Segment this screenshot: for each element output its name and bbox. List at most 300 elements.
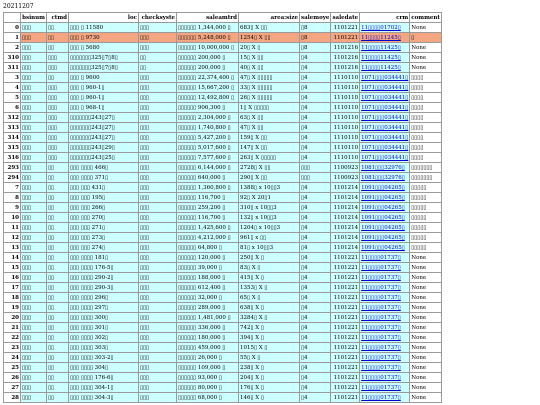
row-index-cell: 6	[4, 103, 21, 113]
checksyste-cell: ▯▯▯	[139, 183, 177, 193]
crm-link[interactable]: 1071▯▯▯034441▯	[361, 134, 409, 141]
bsinum-cell: ▯▯▯	[21, 33, 47, 43]
table-row[interactable]	[4, 363, 442, 373]
row-index-cell: 13	[4, 243, 21, 253]
crm-link[interactable]: 1081▯▯▯32976▯	[360, 173, 410, 183]
area-size-cell: 33▯ X ▯▯▯▯▯	[239, 83, 300, 93]
table-row[interactable]	[4, 283, 442, 293]
row-index-cell: 312	[4, 113, 21, 123]
loc-cell: ▯▯▯ ▯▯▯▯ 466▯	[69, 163, 139, 173]
crm-link[interactable]: 1071▯▯▯034441▯	[361, 94, 409, 101]
salemoye-cell: ▯4	[300, 293, 331, 303]
crm-link[interactable]: 11▯▯▯▯01737▯	[360, 393, 410, 403]
ctmd-cell: ▯▯	[47, 353, 69, 363]
table-row[interactable]	[4, 43, 442, 53]
table-row[interactable]	[4, 233, 442, 243]
salemoye-cell: ▯4	[300, 373, 331, 383]
salemoye-cell: ▯4	[300, 343, 331, 353]
bsinum-cell: ▯▯▯	[21, 183, 47, 193]
salemoye-cell: ▯8	[300, 43, 331, 53]
crm-link[interactable]: 1091▯▯▯04265▯	[360, 203, 410, 213]
ctmd-cell: ▯▯▯	[47, 83, 69, 93]
area-size-cell: 147▯ X ▯▯	[239, 143, 300, 153]
checksyste-cell: ▯▯	[139, 53, 177, 63]
row-index-cell: 14	[4, 253, 21, 263]
row-index-cell: 20	[4, 313, 21, 323]
table-row[interactable]	[4, 353, 442, 363]
saleamtrd-cell: ▯▯▯▯▯▯ 93,000 ▯	[177, 373, 239, 383]
salemoye-cell: ▯4	[300, 213, 331, 223]
ctmd-cell: ▯▯	[47, 233, 69, 243]
salemoye-cell: ▯4	[300, 153, 331, 163]
bsinum-cell: ▯▯▯	[21, 223, 47, 233]
ctmd-cell: ▯▯	[47, 43, 69, 53]
column-header-area-size: area:size	[239, 13, 300, 23]
saleamtrd-cell: ▯▯▯▯▯▯ 12,492,800 ▯	[177, 93, 239, 103]
crm-link[interactable]: 11▯▯▯▯11245▯	[360, 33, 410, 43]
loc-cell: ▯▯▯ ▯ 960-1▯	[69, 93, 139, 103]
salemoye-cell: ▯4	[300, 133, 331, 143]
table-row[interactable]	[4, 123, 442, 133]
table-row[interactable]	[4, 373, 442, 383]
saledate-cell: 1101214	[331, 183, 360, 193]
row-index-cell: 10	[4, 213, 21, 223]
area-size-cell: 742▯ X ▯	[239, 323, 300, 333]
crm-link[interactable]: 11▯▯▯▯01737▯	[360, 263, 410, 273]
bsinum-cell: ▯▯▯	[21, 73, 47, 83]
crm-link[interactable]: 11▯▯▯▯01737▯	[360, 343, 410, 353]
bsinum-cell: ▯▯▯	[21, 63, 47, 73]
crm-link[interactable]: 11▯▯▯▯01737▯	[360, 333, 410, 343]
bsinum-cell: ▯▯▯	[21, 203, 47, 213]
table-row[interactable]	[4, 193, 442, 203]
table-row[interactable]	[4, 83, 442, 93]
table-row[interactable]	[4, 23, 442, 33]
bsinum-cell: ▯▯▯	[21, 263, 47, 273]
bsinum-cell: ▯▯▯	[21, 93, 47, 103]
saledate-cell: 1101221	[331, 283, 360, 293]
area-size-cell: 204▯ X ▯	[239, 373, 300, 383]
ctmd-cell: ▯▯	[47, 363, 69, 373]
saledate-cell: 1110110	[331, 133, 360, 143]
checksyste-cell: ▯▯▯	[139, 363, 177, 373]
checksyste-cell: ▯▯▯	[139, 233, 177, 243]
area-size-cell: 15▯ X ▯▯	[239, 53, 300, 63]
table-row[interactable]	[4, 53, 442, 63]
saledate-cell: 1101216	[331, 63, 360, 73]
row-index-cell: 8	[4, 193, 21, 203]
comment-cell: None	[410, 343, 442, 353]
loc-cell: ▯▯▯ ▯ 5680	[69, 43, 139, 53]
row-index-cell: 23	[4, 343, 21, 353]
bsinum-cell: ▯▯▯	[21, 353, 47, 363]
comment-cell: ▯▯▯▯	[410, 113, 442, 123]
bsinum-cell: ▯▯▯	[21, 153, 47, 163]
checksyste-cell: ▯▯▯	[139, 143, 177, 153]
bsinum-cell: ▯▯▯	[21, 83, 47, 93]
checksyste-cell: ▯▯▯	[139, 203, 177, 213]
loc-cell: ▯▯▯▯▯▯▯243▯27▯	[69, 113, 139, 123]
table-row[interactable]	[4, 343, 442, 353]
bsinum-cell: ▯▯▯	[21, 133, 47, 143]
ctmd-cell: ▯▯	[47, 263, 69, 273]
comment-cell: None	[410, 383, 442, 393]
comment-cell: None	[410, 253, 442, 263]
salemoye-cell: ▯4	[300, 143, 331, 153]
saleamtrd-cell: ▯▯▯▯▯▯ 640,000 ▯	[177, 173, 239, 183]
row-index-cell: 21	[4, 323, 21, 333]
bsinum-cell: ▯▯▯	[21, 53, 47, 63]
comment-cell: ▯▯▯▯▯	[410, 243, 442, 253]
crm-link[interactable]: 1071▯▯▯034441▯	[361, 84, 409, 91]
area-size-cell: 683▯ X ▯▯	[239, 23, 300, 33]
area-size-cell: 81▯ x 10▯▯3	[239, 243, 300, 253]
column-header-index	[4, 13, 21, 23]
saleamtrd-cell: ▯▯▯▯▯▯ 2,304,000 ▯	[177, 113, 239, 123]
table-row[interactable]	[4, 33, 442, 43]
comment-cell: ▯▯▯▯	[410, 83, 442, 93]
table-row[interactable]	[4, 103, 442, 113]
table-row[interactable]	[4, 313, 442, 323]
comment-cell: None	[410, 263, 442, 273]
ctmd-cell: ▯▯	[47, 33, 69, 43]
comment-cell: ▯▯▯▯▯	[410, 183, 442, 193]
ctmd-cell: ▯▯	[47, 253, 69, 263]
ctmd-cell: ▯▯▯	[47, 153, 69, 163]
saledate-cell: 1101214	[331, 213, 360, 223]
salemoye-cell: ▯4	[300, 183, 331, 193]
area-size-cell: 92▯ X 20▯1	[239, 193, 300, 203]
loc-cell: ▯▯▯ ▯▯▯▯ 301▯	[69, 323, 139, 333]
column-header-bsinum: bsinum	[22, 14, 45, 21]
ctmd-cell: ▯▯▯	[47, 123, 69, 133]
column-header-checksyste: checksyste	[139, 13, 177, 23]
saledate-cell: 1101216	[331, 53, 360, 63]
bsinum-cell: ▯▯▯	[21, 393, 47, 403]
checksyste-cell: ▯▯▯	[139, 213, 177, 223]
checksyste-cell: ▯▯▯	[139, 383, 177, 393]
saledate-cell: 1101221	[331, 353, 360, 363]
saledate-cell: 1110110	[331, 93, 360, 103]
salemoye-cell: ▯4	[300, 223, 331, 233]
table-row[interactable]	[4, 273, 442, 283]
comment-cell: ▯▯▯▯	[410, 103, 442, 113]
loc-cell: ▯▯▯ ▯▯▯▯ 304-3▯	[69, 393, 139, 403]
area-size-cell: 159▯ X ▯▯	[239, 133, 300, 143]
salemoye-cell: ▯8	[300, 33, 331, 43]
loc-cell: ▯▯▯▯▯▯▯243▯25▯	[69, 153, 139, 163]
loc-cell: ▯▯▯ ▯▯▯▯ 303▯	[69, 343, 139, 353]
row-index-cell: 7	[4, 183, 21, 193]
bsinum-cell: ▯▯▯	[21, 173, 47, 183]
saledate-cell: 1101221	[331, 333, 360, 343]
saledate-cell: 1101214	[331, 203, 360, 213]
saledate-cell: 1100923	[331, 173, 360, 183]
loc-cell: ▯▯▯ ▯▯▯ 273▯	[69, 233, 139, 243]
checksyste-cell: ▯▯▯	[139, 73, 177, 83]
loc-cell: ▯▯▯ ▯▯▯▯ 303-2▯	[69, 353, 139, 363]
ctmd-cell: ▯▯▯	[47, 103, 69, 113]
bsinum-cell: ▯▯▯	[21, 233, 47, 243]
checksyste-cell: ▯▯▯	[139, 393, 177, 403]
crm-link[interactable]: 1091▯▯▯04265▯	[360, 213, 410, 223]
salemoye-cell: ▯4	[300, 273, 331, 283]
table-row[interactable]	[4, 73, 442, 83]
area-size-cell: 263▯ X ▯▯▯▯▯	[239, 153, 300, 163]
loc-cell: ▯▯▯ ▯▯▯▯ 297▯	[69, 303, 139, 313]
table-row[interactable]	[4, 253, 442, 263]
comment-cell: ▯▯▯▯▯▯▯	[410, 173, 442, 183]
crm-link[interactable]: 11▯▯▯▯11425▯	[360, 53, 410, 63]
comment-cell: None	[410, 333, 442, 343]
crm-link[interactable]: 11▯▯▯▯01737▯	[360, 353, 410, 363]
column-header-loc: loc	[69, 13, 139, 23]
comment-cell: None	[410, 313, 442, 323]
comment-cell: None	[410, 363, 442, 373]
row-index-cell: 311	[4, 63, 21, 73]
table-row[interactable]	[4, 183, 442, 193]
saleamtrd-cell: ▯▯▯▯▯▯ 289,000 ▯	[177, 303, 239, 313]
area-size-cell: 63▯ X ▯▯	[239, 113, 300, 123]
row-index-cell: 27	[4, 383, 21, 393]
column-header-ctmd: ctmd	[47, 13, 69, 23]
table-row[interactable]	[4, 163, 442, 173]
area-size-cell: 961▯ x ▯▯	[239, 233, 300, 243]
ctmd-cell: ▯▯	[47, 193, 69, 203]
comment-cell: None	[410, 373, 442, 383]
row-index-cell: 4	[4, 83, 21, 93]
saleamtrd-cell: ▯▯▯▯▯▯ 116,700 ▯	[177, 193, 239, 203]
crm-link[interactable]: 1091▯▯▯04265▯	[360, 223, 410, 233]
ctmd-cell: ▯▯	[47, 213, 69, 223]
table-row[interactable]	[4, 173, 442, 183]
ctmd-cell: ▯▯	[47, 163, 69, 173]
saleamtrd-cell: ▯▯▯▯▯▯ 612,400 ▯	[177, 283, 239, 293]
row-index-cell: 9	[4, 203, 21, 213]
crm-link[interactable]: 11▯▯▯▯11425▯	[360, 63, 410, 73]
salemoye-cell: ▯4	[300, 313, 331, 323]
table-row[interactable]	[4, 213, 442, 223]
saleamtrd-cell: ▯▯▯▯▯▯ 5,248,000 ▯	[177, 33, 239, 43]
table-row[interactable]	[4, 153, 442, 163]
saledate-cell: 1110110	[331, 73, 360, 83]
checksyste-cell: ▯▯▯	[139, 283, 177, 293]
comment-cell: ▯▯▯▯	[410, 153, 442, 163]
area-size-cell: 394▯ X ▯	[239, 333, 300, 343]
checksyste-cell: ▯▯▯	[139, 253, 177, 263]
saleamtrd-cell: ▯▯▯▯▯▯ 180,000 ▯	[177, 333, 239, 343]
checksyste-cell: ▯▯▯	[139, 133, 177, 143]
comment-cell: None	[410, 23, 442, 33]
loc-cell: ▯▯▯ ▯ 9600	[69, 73, 139, 83]
salemoye-cell: ▯4	[300, 103, 331, 113]
ctmd-cell: ▯▯	[47, 373, 69, 383]
row-index-cell: 22	[4, 333, 21, 343]
bsinum-cell: ▯▯▯	[21, 283, 47, 293]
checksyste-cell: ▯▯▯	[139, 353, 177, 363]
saledate-cell: 1110110	[331, 123, 360, 133]
checksyste-cell: ▯▯▯	[139, 313, 177, 323]
table-row[interactable]	[4, 203, 442, 213]
ctmd-cell: ▯▯	[47, 283, 69, 293]
crm-link[interactable]: 1091▯▯▯04265▯	[360, 193, 410, 203]
checksyste-cell: ▯▯▯	[139, 373, 177, 383]
loc-cell: ▯▯▯ ▯▯▯▯ 176-5▯	[69, 263, 139, 273]
area-size-cell: 47▯ X ▯▯	[239, 123, 300, 133]
area-size-cell: 1254▯ X ▯▯	[239, 33, 300, 43]
table-row[interactable]	[4, 293, 442, 303]
saleamtrd-cell: ▯▯▯▯▯▯ 4,212,000 ▯	[177, 233, 239, 243]
crm-link[interactable]: 11▯▯▯▯01737▯	[360, 273, 410, 283]
salemoye-cell: ▯4	[300, 123, 331, 133]
saledate-cell: 1101221	[331, 313, 360, 323]
row-index-cell: 18	[4, 293, 21, 303]
crm-link[interactable]: 1071▯▯▯034441▯	[361, 74, 409, 81]
table-row[interactable]	[4, 113, 442, 123]
table-row[interactable]	[4, 93, 442, 103]
checksyste-cell: ▯▯▯	[139, 343, 177, 353]
loc-cell: ▯▯▯ ▯▯▯ 266▯	[69, 203, 139, 213]
crm-link[interactable]: 1071▯▯▯034441▯	[361, 104, 409, 111]
bsinum-cell: ▯▯▯	[21, 343, 47, 353]
ctmd-cell: ▯▯	[47, 243, 69, 253]
area-size-cell: 638▯ X ▯	[239, 303, 300, 313]
loc-cell: ▯▯▯ ▯▯▯ 270▯	[69, 213, 139, 223]
salemoye-cell: ▯4	[300, 233, 331, 243]
salemoye-cell: ▯4	[300, 203, 331, 213]
saleamtrd-cell: ▯▯▯▯▯▯ 906,300 ▯	[177, 103, 239, 113]
bsinum-cell: ▯▯▯	[21, 363, 47, 373]
ctmd-cell: ▯▯	[47, 323, 69, 333]
table-row[interactable]	[4, 263, 442, 273]
crm-link[interactable]: 1091▯▯▯04265▯	[360, 183, 410, 193]
area-size-cell: 146▯ X ▯	[239, 393, 300, 403]
crm-link[interactable]: 11▯▯▯▯01737▯	[360, 323, 410, 333]
saleamtrd-cell: ▯▯▯▯▯▯ 459,000 ▯	[177, 343, 239, 353]
salemoye-cell: ▯▯▯	[300, 163, 331, 173]
saleamtrd-cell: ▯▯▯▯▯▯ 6,144,000 ▯	[177, 163, 239, 173]
salemoye-cell: ▯4	[300, 53, 331, 63]
crm-link[interactable]: 1071▯▯▯034441▯	[361, 114, 409, 121]
salemoye-cell: ▯4	[300, 253, 331, 263]
salemoye-cell: ▯▯▯	[300, 173, 331, 183]
row-index-cell: 12	[4, 233, 21, 243]
table-row[interactable]	[4, 243, 442, 253]
row-index-cell: 313	[4, 123, 21, 133]
comment-cell: ▯▯▯▯▯	[410, 213, 442, 223]
row-index-cell: 293	[4, 163, 21, 173]
saledate-cell: 1110110	[331, 83, 360, 93]
comment-cell: None	[410, 283, 442, 293]
crm-link[interactable]: 11▯▯▯▯01737▯	[360, 253, 410, 263]
checksyste-cell: ▯▯▯	[139, 223, 177, 233]
salemoye-cell: ▯4	[300, 353, 331, 363]
checksyste-cell: ▯▯▯	[139, 263, 177, 273]
salemoye-cell: ▯4	[300, 113, 331, 123]
saledate-cell: 1110110	[331, 113, 360, 123]
crm-link[interactable]: 1071▯▯▯034441▯	[361, 154, 409, 161]
crm-link[interactable]: 11▯▯▯▯01737▯	[360, 303, 410, 313]
saledate-cell: 1101214	[331, 223, 360, 233]
comment-cell: ▯▯▯▯▯	[410, 223, 442, 233]
crm-link[interactable]: 1071▯▯▯034441▯	[361, 124, 409, 131]
saledate-cell: 1101221	[331, 33, 360, 43]
table-row[interactable]	[4, 223, 442, 233]
bsinum-cell: ▯▯▯	[21, 243, 47, 253]
ctmd-cell: ▯▯	[47, 223, 69, 233]
loc-cell: ▯▯▯ ▯▯▯▯ 181▯	[69, 253, 139, 263]
ctmd-cell: ▯▯▯	[47, 133, 69, 143]
checksyste-cell: ▯▯▯	[139, 33, 177, 43]
saleamtrd-cell: ▯▯▯▯▯▯ 109,000 ▯	[177, 363, 239, 373]
crm-link[interactable]: 1091▯▯▯04265▯	[360, 243, 410, 253]
crm-link[interactable]: 11▯▯▯▯11425▯	[360, 43, 410, 53]
table-row[interactable]	[4, 323, 442, 333]
saleamtrd-cell: ▯▯▯▯▯▯ 5,427,200 ▯	[177, 133, 239, 143]
bsinum-cell: ▯▯▯	[21, 143, 47, 153]
table-row[interactable]	[4, 333, 442, 343]
comment-cell: None	[410, 323, 442, 333]
crm-link[interactable]: 11▯▯▯▯01737▯	[360, 283, 410, 293]
salemoye-cell: ▯4	[300, 393, 331, 403]
table-row[interactable]	[4, 393, 442, 403]
comment-cell: ▯▯▯▯	[410, 133, 442, 143]
comment-cell: ▯▯▯▯▯	[410, 193, 442, 203]
salemoye-cell: ▯4	[300, 333, 331, 343]
salemoye-cell: ▯4	[300, 63, 331, 73]
loc-cell: ▯▯▯▯▯▯▯243▯29▯	[69, 143, 139, 153]
ctmd-cell: ▯▯▯	[47, 113, 69, 123]
loc-cell: ▯▯▯ ▯▯▯▯ 304▯	[69, 363, 139, 373]
row-index-cell: 15	[4, 263, 21, 273]
crm-link[interactable]: 1091▯▯▯04265▯	[360, 233, 410, 243]
checksyste-cell: ▯▯▯	[139, 273, 177, 283]
saledate-cell: 1101221	[331, 363, 360, 373]
checksyste-cell: ▯▯	[139, 63, 177, 73]
checksyste-cell: ▯▯▯	[139, 193, 177, 203]
area-size-cell: 132▯ x 10▯▯3	[239, 213, 300, 223]
saledate-cell: 1101221	[331, 23, 360, 33]
crm-link[interactable]: 1081▯▯▯32976▯	[360, 163, 410, 173]
table-row[interactable]	[4, 303, 442, 313]
column-header-saledate: saledate	[332, 14, 359, 21]
saleamtrd-cell: ▯▯▯▯▯▯ 1,740,800 ▯	[177, 123, 239, 133]
table-row[interactable]	[4, 383, 442, 393]
crm-link[interactable]: 11▯▯▯▯01737▯	[360, 313, 410, 323]
area-size-cell: 20▯ X ▯	[239, 43, 300, 53]
checksyste-cell: ▯▯▯	[139, 293, 177, 303]
row-index-cell: 3	[4, 73, 21, 83]
crm-link[interactable]: 11▯▯▯▯01737▯	[360, 363, 410, 373]
loc-cell: ▯▯▯ ▯▯▯▯ 290-2▯	[69, 273, 139, 283]
crm-link[interactable]: 1071▯▯▯034441▯	[361, 144, 409, 151]
bsinum-cell: ▯▯▯	[21, 193, 47, 203]
saledate-cell: 1110110	[331, 153, 360, 163]
comment-cell: None	[410, 43, 442, 53]
row-index-cell: 11	[4, 223, 21, 233]
crm-link[interactable]: 11▯▯▯▯01702▯	[360, 23, 410, 33]
loc-cell: ▯▯▯ ▯▯▯▯ 176-6▯	[69, 373, 139, 383]
crm-link[interactable]: 11▯▯▯▯01737▯	[360, 383, 410, 393]
checksyste-cell: ▯▯▯	[139, 303, 177, 313]
crm-link[interactable]: 11▯▯▯▯01737▯	[360, 373, 410, 383]
table-row[interactable]	[4, 143, 442, 153]
saledate-cell: 1101221	[331, 253, 360, 263]
crm-link[interactable]: 11▯▯▯▯01737▯	[360, 293, 410, 303]
table-row[interactable]	[4, 133, 442, 143]
table-row[interactable]	[4, 63, 442, 73]
saledate-cell: 1101221	[331, 323, 360, 333]
